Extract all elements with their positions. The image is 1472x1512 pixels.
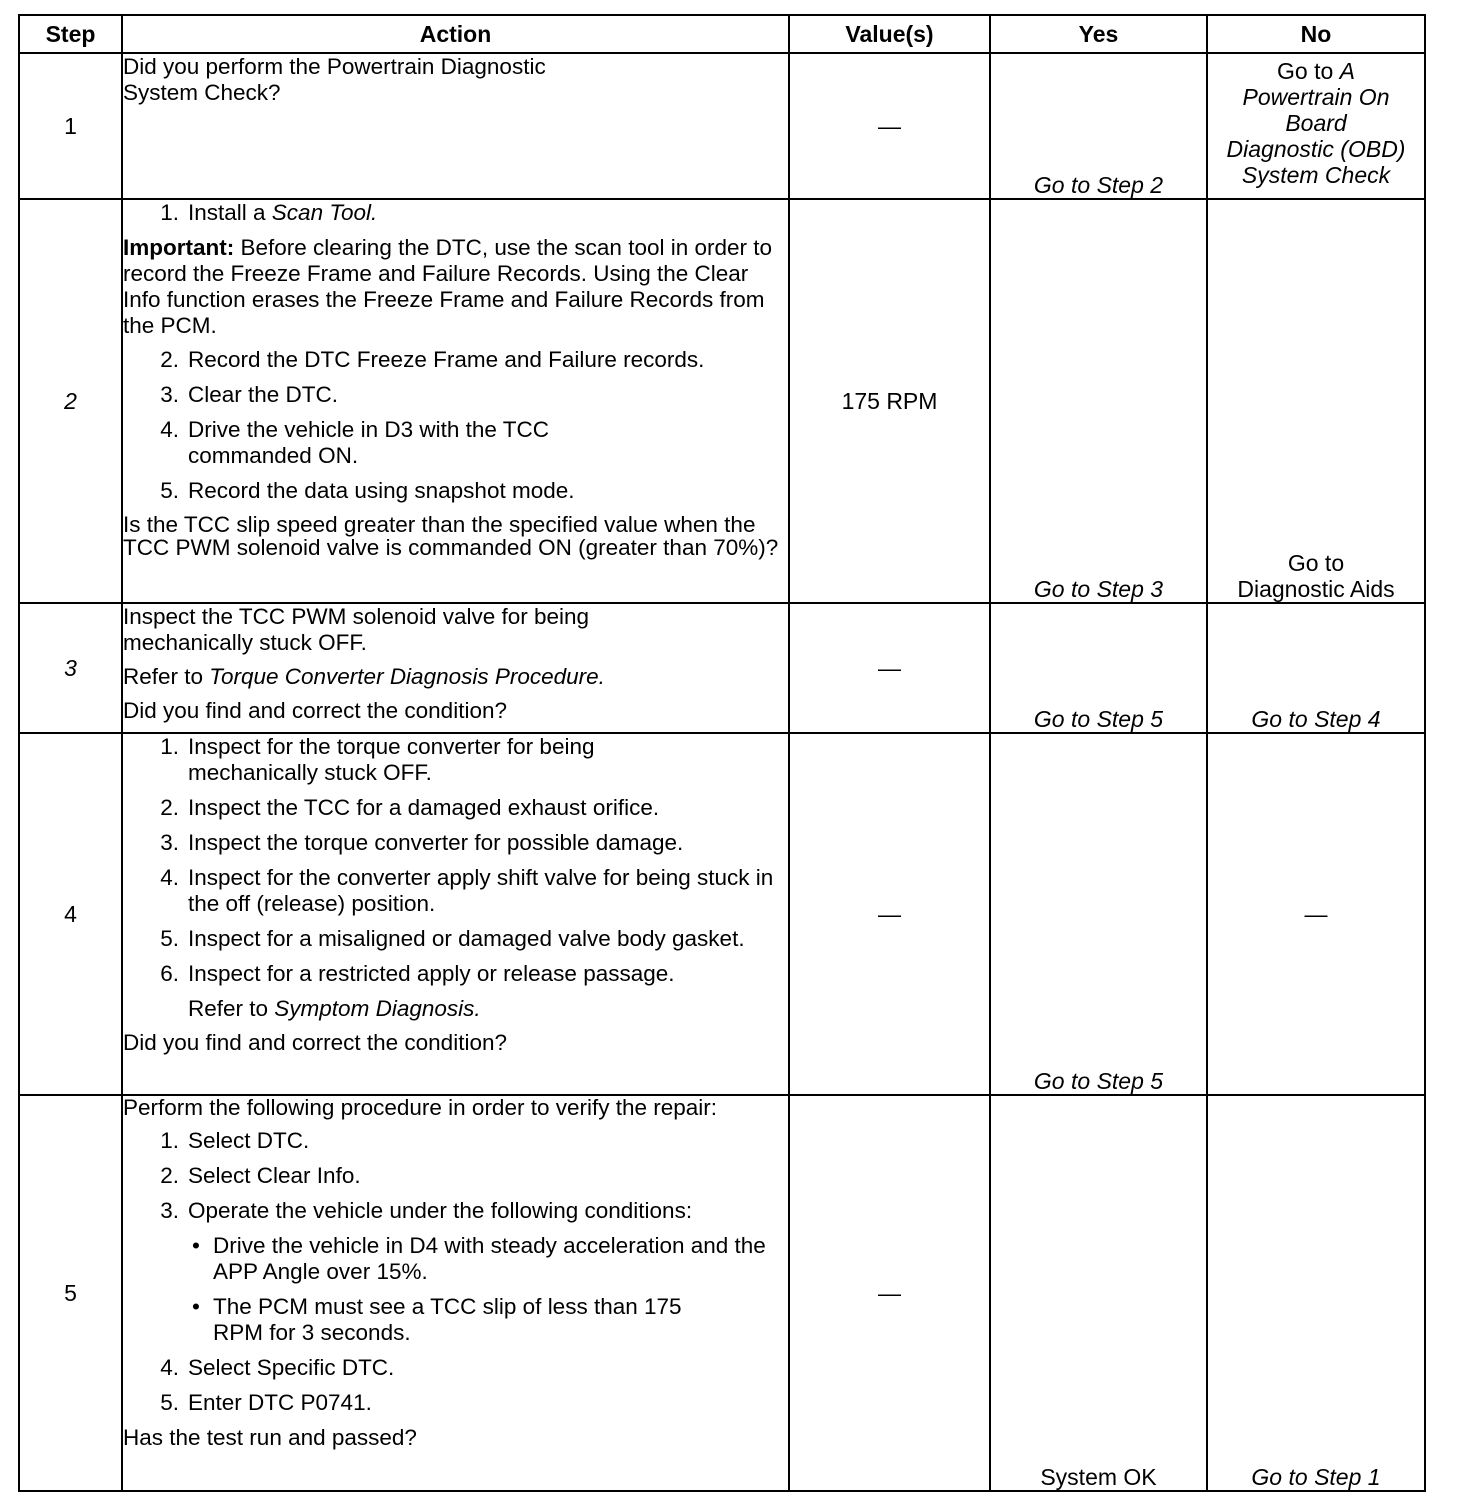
- no-text: Go to: [1287, 550, 1345, 576]
- table-row-step-5: [19, 1095, 1425, 1491]
- no-link[interactable]: Diagnostic (OBD): [1226, 136, 1406, 162]
- yes-cell[interactable]: Go to Step 3: [990, 199, 1207, 603]
- action-question: Has the test run and passed?: [123, 1425, 417, 1450]
- no-link[interactable]: System Check: [1241, 162, 1391, 188]
- header-yes: Yes: [990, 15, 1207, 53]
- header-action: Action: [122, 15, 789, 53]
- value-cell: —: [789, 1095, 990, 1491]
- list-item: 5. Inspect for a misaligned or damaged valve body gasket.: [160, 926, 745, 951]
- refer-text: Refer to Torque Converter Diagnosis Procedure.: [123, 664, 605, 689]
- value-cell: —: [789, 53, 990, 199]
- list-item: 3. Operate the vehicle under the following conditions:: [160, 1198, 693, 1223]
- yes-cell: Go to Step 2: [990, 53, 1207, 199]
- list-item: 4. Inspect for the converter apply shift valve for being stuck in the off (release) position.: [160, 865, 774, 916]
- value-cell: —: [789, 603, 990, 733]
- no-link[interactable]: A: [1339, 58, 1355, 84]
- header-step: Step: [19, 15, 122, 53]
- action-text: Perform the following procedure in order to verify the repair:: [123, 1095, 718, 1120]
- important-note: Important: Before clearing the DTC, use the scan tool in order to record the Freeze Frame and Failure Records. Using the Clear Info function erases the Freeze Frame and Failure Records from the PCM.: [123, 235, 773, 338]
- no-text: Go to: [1277, 58, 1340, 84]
- header-values: Value(s): [789, 15, 990, 53]
- list-item: 3. Inspect the torque converter for possible damage.: [160, 830, 684, 855]
- yes-cell[interactable]: Go to Step 5: [990, 733, 1207, 1095]
- action-cell: [122, 1095, 789, 1491]
- no-cell[interactable]: Go to Step 4: [1207, 603, 1425, 733]
- list-item: 4. Drive the vehicle in D3 with the TCC commanded ON.: [160, 417, 549, 468]
- no-cell: [1207, 199, 1425, 603]
- list-item: 1. Inspect for the torque converter for being mechanically stuck OFF.: [160, 734, 595, 785]
- list-item: 1. Select DTC.: [160, 1128, 310, 1153]
- bullet-item: • The PCM must see a TCC slip of less than 175 RPM for 3 seconds.: [192, 1294, 682, 1345]
- table-row-step-4: [19, 733, 1425, 1095]
- list-item: 2. Inspect the TCC for a damaged exhaust orifice.: [160, 795, 660, 820]
- no-link[interactable]: Powertrain On: [1242, 84, 1390, 110]
- no-cell: —: [1207, 733, 1425, 1095]
- action-cell: [122, 199, 789, 603]
- action-text: Inspect the TCC PWM solenoid valve for being mechanically stuck OFF.: [123, 604, 590, 655]
- step-number: 4: [19, 733, 122, 1095]
- table-row-step-3: [19, 603, 1425, 733]
- refer-text: Refer to Symptom Diagnosis.: [188, 996, 481, 1021]
- action-text: Did you perform the Powertrain Diagnostic System Check?: [123, 54, 546, 105]
- list-item: 4. Select Specific DTC.: [160, 1355, 395, 1380]
- step-number: 3: [19, 603, 122, 733]
- action-question: Did you find and correct the condition?: [123, 1030, 507, 1055]
- step-number: 2: [19, 199, 122, 603]
- action-cell: [122, 733, 789, 1095]
- action-cell: [122, 53, 789, 199]
- no-cell[interactable]: Go to Step 1: [1207, 1095, 1425, 1491]
- value-cell: —: [789, 733, 990, 1095]
- table-row-step-1: [19, 53, 1425, 199]
- value-cell: 175 RPM: [789, 199, 990, 603]
- list-item: 6. Inspect for a restricted apply or release passage.: [160, 961, 675, 986]
- no-link[interactable]: Diagnostic Aids: [1237, 576, 1395, 602]
- diagnostic-table: [18, 14, 1426, 1492]
- no-link[interactable]: Board: [1285, 110, 1347, 136]
- list-item: 2. Record the DTC Freeze Frame and Failure records.: [160, 347, 705, 372]
- list-item: 3. Clear the DTC.: [160, 382, 339, 407]
- list-item: 5. Enter DTC P0741.: [160, 1390, 372, 1415]
- step-number: 1: [19, 53, 122, 199]
- header-row: [19, 15, 1425, 53]
- no-cell: [1207, 53, 1425, 199]
- list-item: 2. Select Clear Info.: [160, 1163, 361, 1188]
- action-cell: [122, 603, 789, 733]
- list-item: 1. Install a Scan Tool.: [160, 200, 378, 225]
- action-question: Did you find and correct the condition?: [123, 698, 507, 723]
- yes-cell: System OK: [990, 1095, 1207, 1491]
- step-number: 5: [19, 1095, 122, 1491]
- header-no: No: [1207, 15, 1425, 53]
- yes-cell[interactable]: Go to Step 5: [990, 603, 1207, 733]
- action-question: Is the TCC slip speed greater than the specified value when the TCC PWM solenoid valve is commanded ON (greater than 70%)?: [123, 512, 779, 560]
- table-row-step-2: [19, 199, 1425, 603]
- bullet-item: • Drive the vehicle in D4 with steady acceleration and the APP Angle over 15%.: [192, 1233, 766, 1284]
- list-item: 5. Record the data using snapshot mode.: [160, 478, 575, 503]
